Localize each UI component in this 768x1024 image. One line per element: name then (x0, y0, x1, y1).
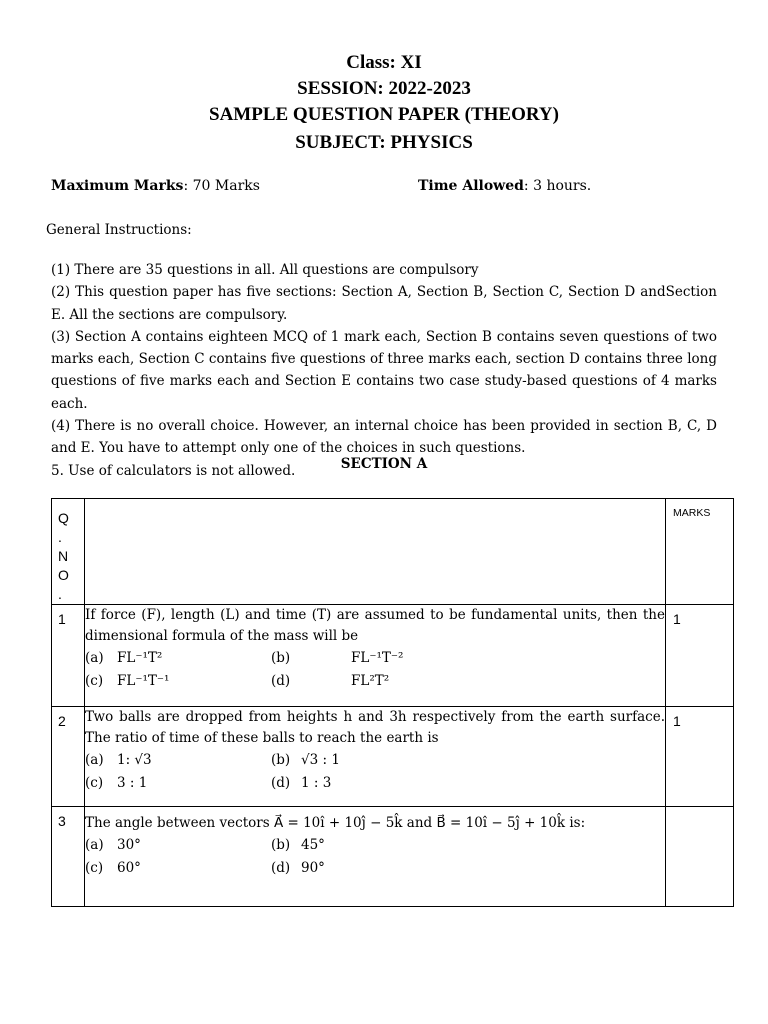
option-value: 1 : 3 (301, 775, 332, 791)
subject-heading: SUBJECT: PHYSICS (295, 132, 473, 153)
question-cell (85, 605, 666, 707)
option-label: (a) (85, 752, 104, 768)
question-text: If force (F), length (L) and time (T) are assumed to be fundamental units, then the dimensional formula of the mass will be (85, 607, 665, 644)
instruction-2: (2) This question paper has five sections: Section A, Section B, Section C, Section D andSection E. All the sections are compulsory. (51, 284, 717, 323)
table-row (52, 707, 734, 807)
time-allowed-value: : 3 hours. (523, 178, 592, 194)
session-heading: SESSION: 2022-2023 (297, 78, 471, 99)
option-value: FL⁻¹T⁻² (351, 650, 404, 666)
option-value: 90° (301, 860, 325, 876)
qno-header (52, 499, 85, 605)
question-text: Two balls are dropped from heights h and 3h respectively from the earth surface. The ratio of time of these balls to reach the earth is (85, 709, 665, 746)
option-value: √3 : 1 (301, 752, 340, 768)
question-header-cell (85, 499, 666, 605)
max-marks-value: : 70 Marks (183, 178, 260, 194)
option-label: (c) (85, 775, 104, 791)
option-label: (b) (271, 837, 291, 853)
time-allowed (418, 178, 591, 194)
question-number: 3 (52, 807, 85, 907)
option-value: 60° (117, 860, 141, 876)
question-marks (666, 807, 734, 907)
option-value: 1: √3 (117, 752, 152, 768)
max-marks (51, 178, 260, 194)
marks-header: MARKS (666, 499, 734, 605)
instruction-3: (3) Section A contains eighteen MCQ of 1 mark each, Section B contains seven questions of two marks each, Section C contains five questions of three marks each, section D contains three long questions of five marks each and Section E contains two case study-based questions of 4 marks each. (51, 328, 717, 412)
paper-heading: SAMPLE QUESTION PAPER (THEORY) (209, 104, 559, 125)
option-label: (a) (85, 837, 104, 853)
option-label: (c) (85, 673, 104, 689)
table-header-row (52, 499, 734, 605)
question-marks: 1 (666, 707, 734, 807)
option-label: (b) (271, 752, 291, 768)
table-row (52, 605, 734, 707)
question-number: 1 (52, 605, 85, 707)
option-row (85, 670, 665, 693)
question-table (51, 498, 734, 907)
section-title: SECTION A (340, 456, 428, 472)
class-heading: Class: XI (346, 52, 422, 73)
option-label: (a) (85, 650, 104, 666)
option-value: FL²T² (351, 673, 390, 689)
option-value: FL⁻¹T⁻¹ (117, 673, 170, 689)
option-label: (d) (271, 673, 291, 689)
instructions-list (51, 259, 717, 482)
question-cell (85, 807, 666, 907)
option-label: (b) (271, 650, 291, 666)
option-value: 30° (117, 837, 141, 853)
option-value: 45° (301, 837, 325, 853)
option-label: (c) (85, 860, 104, 876)
instruction-1: (1) There are 35 questions in all. All questions are compulsory (51, 262, 479, 278)
table-row (52, 807, 734, 907)
question-marks: 1 (666, 605, 734, 707)
option-label: (d) (271, 860, 291, 876)
option-row (85, 749, 665, 772)
option-row (85, 772, 665, 795)
time-allowed-label: Time Allowed (418, 178, 524, 194)
option-row (85, 647, 665, 670)
question-text: The angle between vectors A⃗ = 10î + 10ĵ − 5k̂ and B⃗ = 10î − 5ĵ + 10k̂ is: (85, 815, 586, 831)
question-number: 2 (52, 707, 85, 807)
instruction-5: 5. Use of calculators is not allowed. (51, 462, 296, 479)
option-value: 3 : 1 (117, 775, 148, 791)
option-row (85, 834, 665, 857)
option-label: (d) (271, 775, 291, 791)
option-row (85, 857, 665, 880)
general-instructions-title: General Instructions: (46, 222, 192, 238)
option-value: FL⁻¹T² (117, 650, 163, 666)
instruction-4: (4) There is no overall choice. However, an internal choice has been provided in section B, C, D and E. You have to attempt only one of the choices in such questions. (51, 418, 717, 457)
question-cell (85, 707, 666, 807)
max-marks-label: Maximum Marks (51, 178, 184, 194)
qno-header-text: Q. N O. (58, 510, 69, 602)
